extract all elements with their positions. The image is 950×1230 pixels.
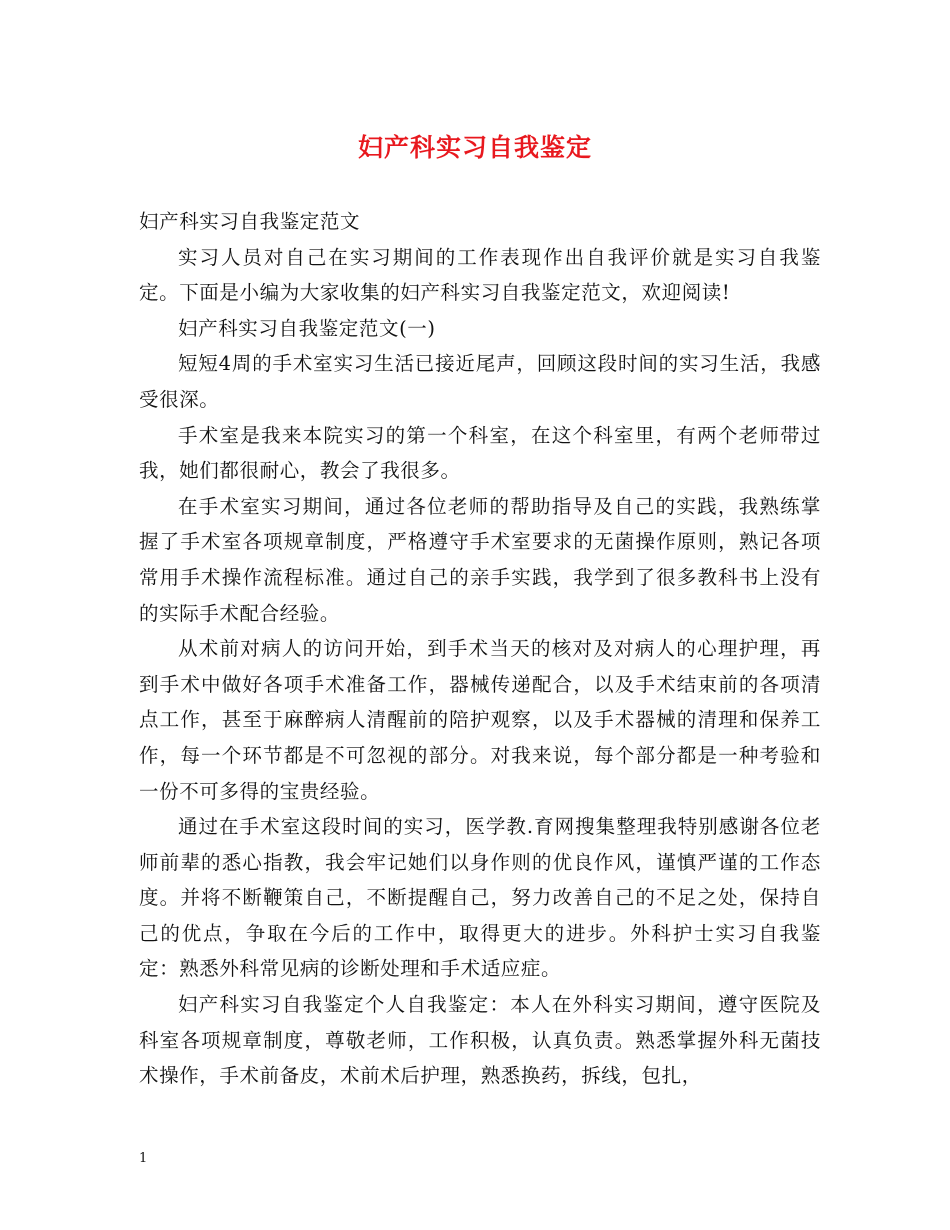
- page-number: 1: [139, 1151, 148, 1166]
- document-title: 妇产科实习自我鉴定: [357, 133, 592, 162]
- paragraph: 短短4周的手术室实习生活已接近尾声，回顾这段时间的实习生活，我感受很深。: [139, 352, 821, 411]
- section-heading: 妇产科实习自我鉴定范文(一): [178, 316, 436, 340]
- paragraph: 在手术室实习期间，通过各位老师的帮助指导及自己的实践，我熟练掌握了手术室各项规章制度，严格遵守手术室要求的无菌操作原则，熟记各项常用手术操作流程标准。通过自己的亲手实践，我学到了很多教科书上没有的实际手术配合经验。: [139, 494, 821, 625]
- paragraph: 实习人员对自己在实习期间的工作表现作出自我评价就是实习自我鉴定。下面是小编为大家收集的妇产科实习自我鉴定范文，欢迎阅读!: [139, 245, 821, 305]
- paragraph: 通过在手术室这段时间的实习，医学教.育网搜集整理我特别感谢各位老师前辈的悉心指教，我会牢记她们以身作则的优良作风，谨慎严谨的工作态度。并将不断鞭策自己，不断提醒自己，努力改善自己的不足之处，保持自己的优点，争取在今后的工作中，取得更大的进步。外科护士实习自我鉴定：熟悉外科常见病的诊断处理和手术适应症。: [139, 815, 821, 981]
- document-body: [139, 204, 821, 1094]
- paragraph: 妇产科实习自我鉴定个人自我鉴定：本人在外科实习期间，遵守医院及科室各项规章制度，尊敬老师，工作积极，认真负责。熟悉掌握外科无菌技术操作，手术前备皮，术前术后护理，熟悉换药，拆线，包扎，: [139, 993, 821, 1088]
- paragraph: 从术前对病人的访问开始，到手术当天的核对及对病人的心理护理，再到手术中做好各项手术准备工作，器械传递配合，以及手术结束前的各项清点工作，甚至于麻醉病人清醒前的陪护观察，以及手术器械的清理和保养工作，每一个环节都是不可忽视的部分。对我来说，每个部分都是一种考验和一份不可多得的宝贵经验。: [139, 637, 821, 803]
- document-subtitle: 妇产科实习自我鉴定范文: [139, 210, 361, 233]
- paragraph: 手术室是我来本院实习的第一个科室，在这个科室里，有两个老师带过我，她们都很耐心，教会了我很多。: [139, 423, 821, 483]
